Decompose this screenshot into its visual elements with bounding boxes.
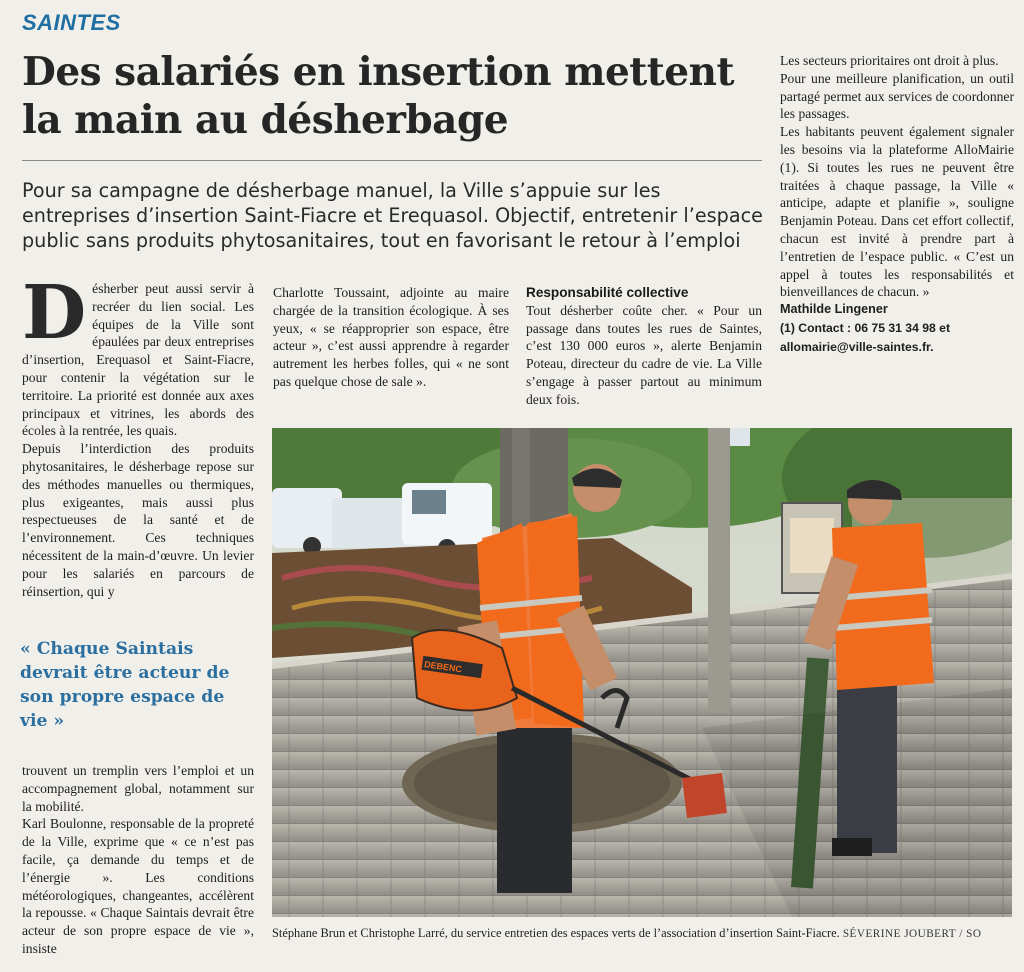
column-1-bottom — [22, 762, 254, 958]
contact-line-1: (1) Contact : 06 75 31 34 98 et — [780, 320, 951, 335]
trimmer-brand-label: DEBENC — [423, 659, 463, 675]
col4-paragraph-2: Pour une meilleure planification, un outil partagé permet aux services de coordonner les passages. — [780, 70, 1014, 122]
photo-credit: SÉVERINE JOUBERT / SO — [842, 928, 982, 940]
col1-paragraph-4: Karl Boulonne, responsable de la propreté de la Ville, exprime que « ce n’est pas facile, ça demande du temps et de l’énergie ». Les conditions météorologiques, changeantes, accélèrent la repousse. « Chaque Saintais devrait être acteur de son propre espace de vie », insiste — [22, 816, 254, 956]
col1-paragraph-3: trouvent un tremplin vers l’emploi et un accompagnement global, notamment sur la mobilité. — [22, 763, 254, 814]
photo-caption — [272, 924, 1012, 943]
section-subhead: Responsabilité collective — [526, 285, 689, 300]
caption-text: Stéphane Brun et Christophe Larré, du service entretien des espaces verts de l’association d’insertion Saint-Fiacre. — [272, 926, 840, 940]
article-photo — [272, 428, 1012, 917]
contact-line-2: allomairie@ville-saintes.fr. — [780, 339, 934, 354]
col1-paragraph-1: ésherber peut aussi servir à recréer du lien social. Les équipes de la Ville sont épaulées par deux entreprises d’insertion, Erequasol et Saint-Fiacre, pour contenir la végétation sur le territoire. La priorité est donnée aux axes principaux et vitrines, les abords des écoles à la rentrée, les quais. — [22, 281, 254, 439]
column-2 — [273, 284, 509, 391]
article-lede: Pour sa campagne de désherbage manuel, la Ville s’appuie sur les entreprises d’insertion Saint-Fiacre et Erequasol. Objectif, entretenir l’espace public sans produits phytosanitaires, tout en favorisant le retour à l’emploi — [22, 179, 763, 252]
column-4 — [780, 52, 1014, 357]
photo-illustration — [272, 428, 1012, 917]
col2-paragraph: Charlotte Toussaint, adjointe au maire chargée de la transition écologique. À ses yeux, « se réapproprier son espace, être acteur », c’est aussi apprendre à regarder autrement les herbes folles, qui « ne sont pas quelque chose de sale ». — [273, 285, 509, 389]
headline-divider — [22, 160, 762, 161]
column-3 — [526, 284, 762, 409]
column-1-top — [22, 270, 254, 600]
col1-paragraph-2: Depuis l’interdiction des produits phytosanitaires, le désherbage repose sur des méthodes manuelles ou thermiques, plus exigeantes, mais aussi plus respectueuses de la santé et de l’environnement. Ces techniques nécessitent de la main-d’œuvre. Un levier pour les salariés en parcours de réinsertion, qui y — [22, 441, 254, 599]
drop-cap: D — [22, 270, 87, 356]
col4-paragraph-3: Les habitants peuvent également signaler les besoins via la plateforme AlloMairie (1). Si toutes les rues ne peuvent être traitées à chaque passage, la Ville « anticipe, adapte et planifie », souligne Benjamin Poteau. Dans cet effort collectif, chacun est invité à prendre part à l’entretien de l’espace public. « C’est un appel à toutes les responsabilités et bienveillances de chacun. » — [780, 124, 1014, 300]
article-headline: Des salariés en insertion mettent la main au désherbage — [22, 49, 734, 143]
author-byline: Mathilde Lingener — [780, 302, 888, 317]
section-kicker: SAINTES — [22, 10, 121, 35]
pull-quote: « Chaque Saintais devrait être acteur de son propre espace de vie » — [20, 639, 230, 731]
col3-paragraph: Tout désherber coûte cher. « Pour un passage dans toutes les rues de Saintes, c’est 130 000 euros », alerte Benjamin Poteau, directeur du cadre de vie. La Ville s’engage à passer partout au minimum deux fois. — [526, 302, 762, 407]
col4-paragraph-1: Les secteurs prioritaires ont droit à plus. — [780, 53, 999, 68]
